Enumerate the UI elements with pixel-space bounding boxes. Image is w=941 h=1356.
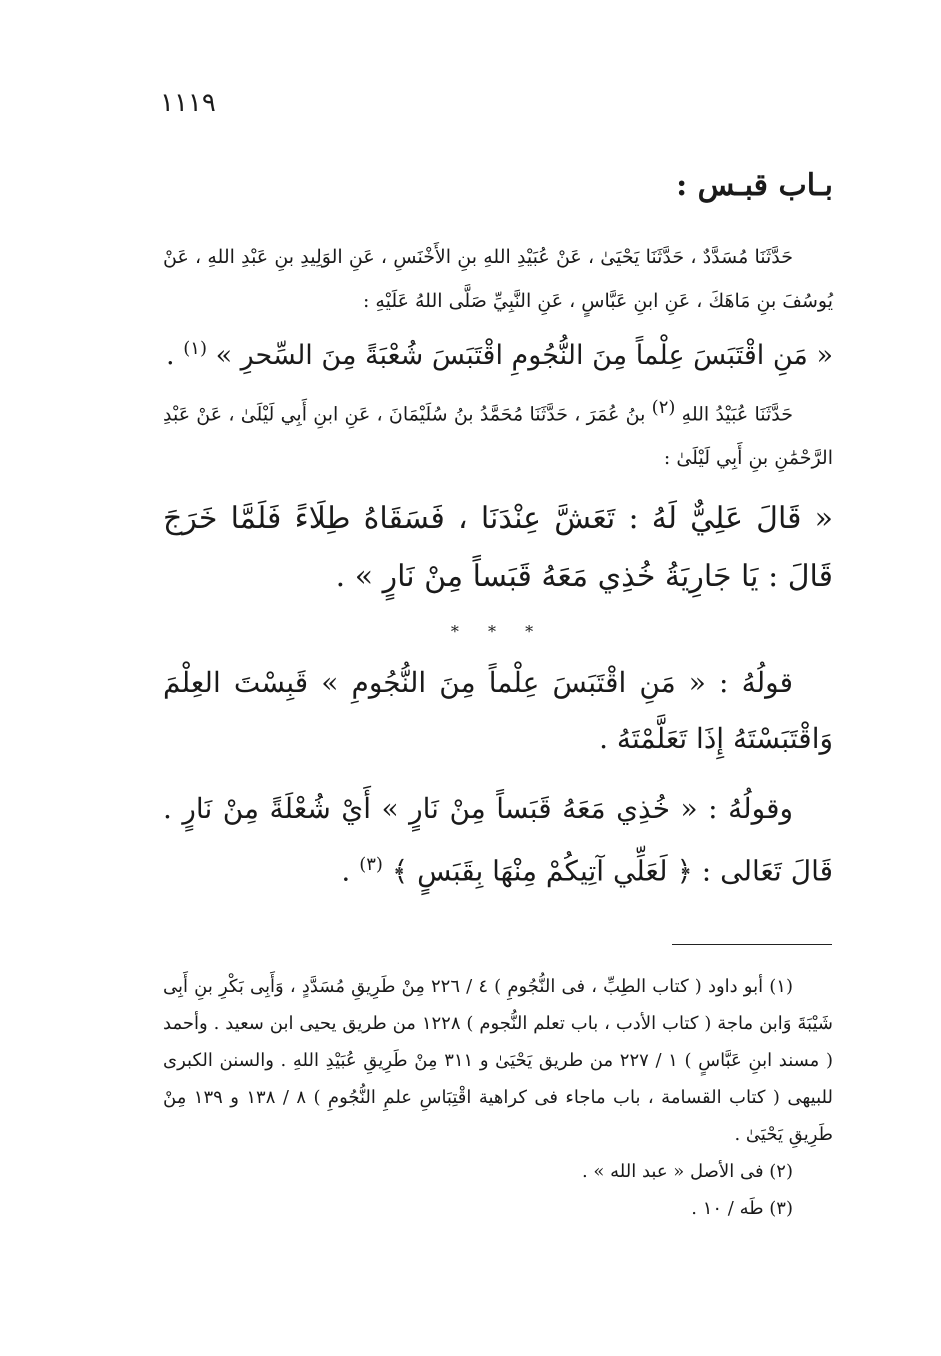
- hadith-2-isnad-b: بنُ عُمَرَ ، حَدَّثَنَا مُحَمَّدُ بنُ سُلَيْمَانَ ، عَنِ ابنِ أَبِي لَيْلَىٰ ، عَنْ عَبْدِ الرَّحْمَٰنِ بنِ أَبِي لَيْلَىٰ :: [163, 403, 833, 470]
- commentary-2-end: .: [341, 854, 351, 888]
- footnote-2: (٢) فى الأصل « عبد الله » .: [581, 1161, 793, 1182]
- footnote-1: (١) أبو داود ( كتاب الطِبِّ ، فى النُّجُومِ ) ٤ / ٢٢٦ مِنْ طَرِيقِ مُسَدَّدٍ ، وَأَبِى بَكْرِ بنِ أَبِى شَيْبَةَ وَابن ماجة ( كتاب الأدب ، باب تعلم النُّجوم ) ١٢٢٨ من طريق يحيى ابن سعيد . وأحمد ( مسند ابنِ عَبَّاسٍ ) ١ / ٢٢٧ من طريق يَحْيَىٰ و ٣١١ مِنْ طَرِيقِ عُبَيْدِ اللهِ . والسنن الكبرى للبيهى ( كتاب القسامة ، باب ماجاء فى كراهية اقْتِبَاسِ علمِ النُّجُومِ ) ٨ / ١٣٨ و ١٣٩ مِنْ طَرِيقِ يَحْيَىٰ .: [163, 976, 833, 1145]
- hadith-2-isnad-a: حَدَّثَنَا عُبَيْدُ اللهِ: [681, 403, 793, 426]
- footnotes: [163, 968, 833, 1227]
- hadith-2-isnad: [163, 386, 833, 480]
- hadith-1-text: « مَنِ اقْتَبَسَ عِلْماً مِنَ النُّجُومِ اقْتَبَسَ شُعْبَةً مِنَ السِّحرِ »: [215, 340, 833, 371]
- commentary-2: [163, 781, 833, 899]
- footnote-divider: [672, 944, 832, 945]
- hadith-1-matn: [163, 323, 833, 382]
- hadith-2-matn: « قَالَ عَلِيٌّ لَهُ : تَعَشَّ عِنْدَنَا ، فَسَقَاهُ طِلَاءً فَلَمَّا خَرَجَ قَالَ : يَا جَارِيَةُ خُذِي مَعَهُ قَبَساً مِنْ نَارٍ » .: [163, 501, 833, 595]
- footnote-3: (٣) طَه / ١٠ .: [691, 1198, 793, 1219]
- main-text: [163, 235, 833, 914]
- section-separator: * * *: [450, 622, 546, 642]
- footnote-ref-2: (٢): [651, 397, 676, 418]
- commentary-2-text: وقولُهُ : « خُذِي مَعَهُ قَبَساً مِنْ نَارٍ » أَيْ شُعْلَةً مِنْ نَارٍ . قَالَ تَعَالى : ﴿ لَعَلِّي آتِيكُمْ مِنْهَا بِقَبَسٍ ﴾: [163, 792, 833, 888]
- footnote-ref-1: (١): [183, 338, 207, 359]
- hadith-1-end: .: [166, 340, 175, 371]
- footnote-ref-3: (٣): [359, 854, 383, 876]
- hadith-1-isnad: حَدَّثَنَا مُسَدَّدٌ ، حَدَّثَنَا يَحْيَىٰ ، عَنْ عُبَيْدِ اللهِ بنِ الأَخْنَسِ ، عَنِ الوَلِيدِ بنِ عَبْدِ اللهِ ، عَنْ يُوسُفَ بنِ مَاهَكَ ، عَنِ ابنِ عَبَّاسٍ ، عَنِ النَّبِيِّ صَلَّى اللهُ عَلَيْهِ :: [163, 246, 833, 312]
- commentary-1: قولُهُ : « مَنِ اقْتَبَسَ عِلْماً مِنَ النُّجُومِ » قَبِسْتَ العِلْمَ وَاقْتَبَسْتَهُ إِذَا تَعَلَّمْتَهُ .: [163, 666, 833, 756]
- page-number: ١١١٩: [160, 88, 216, 118]
- chapter-title: بـاب قبـس :: [676, 168, 833, 203]
